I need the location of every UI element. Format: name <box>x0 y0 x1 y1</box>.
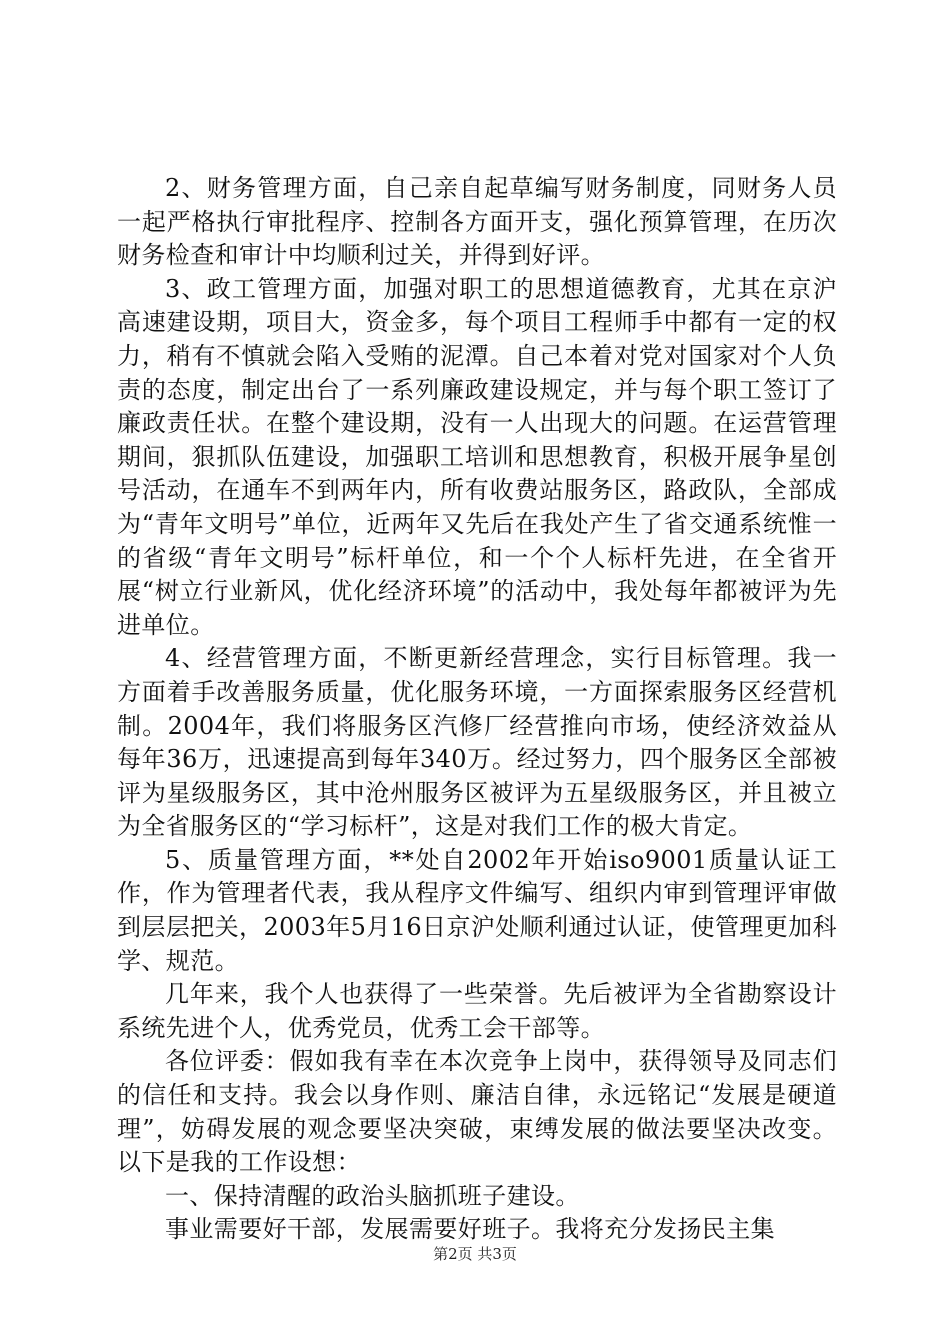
paragraph-quality-management: 5、质量管理方面，**处自2002年开始iso9001质量认证工作，作为管理者代表，我从程序文件编写、组织内审到管理评审做到层层把关，2003年5月16日京沪处顺利通过认证，使管理更加科学、规范。 <box>117 845 837 975</box>
paragraph-honors: 几年来，我个人也获得了一些荣誉。先后被评为全省勘察设计系统先进个人，优秀党员，优秀工会干部等。 <box>117 980 837 1042</box>
page-number-footer: 第2页 共3页 <box>433 1245 517 1263</box>
paragraph-address-judges: 各位评委：假如我有幸在本次竞争上岗中，获得领导及同志们的信任和支持。我会以身作则、廉洁自律，永远铭记“发展是硬道理”，妨碍发展的观念要坚决突破，束缚发展的做法要坚决改变。以下是我的工作设想： <box>117 1047 837 1177</box>
document-body <box>117 172 837 1247</box>
paragraph-business-management: 4、经营管理方面，不断更新经营理念，实行目标管理。我一方面着手改善服务质量，优化服务环境，一方面探索服务区经营机制。2004年，我们将服务区汽修厂经营推向市场，使经济效益从每年36万，迅速提高到每年340万。经过努力，四个服务区全部被评为星级服务区，其中沧州服务区被评为五星级服务区，并且被立为全省服务区的“学习标杆”，这是对我们工作的极大肯定。 <box>117 644 837 841</box>
paragraph-finance: 2、财务管理方面，自己亲自起草编写财务制度，同财务人员一起严格执行审批程序、控制各方面开支，强化预算管理，在历次财务检查和审计中均顺利过关，并得到好评。 <box>117 174 837 270</box>
paragraph-plan-heading: 一、保持清醒的政治头脑抓班子建设。 <box>165 1181 580 1210</box>
paragraph-political-work: 3、政工管理方面，加强对职工的思想道德教育，尤其在京沪高速建设期，项目大，资金多，每个项目工程师手中都有一定的权力，稍有不慎就会陷入受贿的泥潭。自己本着对党对国家对个人负责的态度，制定出台了一系列廉政建设规定，并与每个职工签订了廉政责任状。在整个建设期，没有一人出现大的问题。在运营管理期间，狠抓队伍建设，加强职工培训和思想教育，积极开展争星创号活动，在通车不到两年内，所有收费站服务区，路政队，全部成为“青年文明号”单位，近两年又先后在我处产生了省交通系统惟一的省级“青年文明号”标杆单位，和一个个人标杆先进，在全省开展“树立行业新风，优化经济环境”的活动中，我处每年都被评为先进单位。 <box>117 274 837 639</box>
paragraph-team-building: 事业需要好干部，发展需要好班子。我将充分发扬民主集 <box>165 1215 775 1244</box>
